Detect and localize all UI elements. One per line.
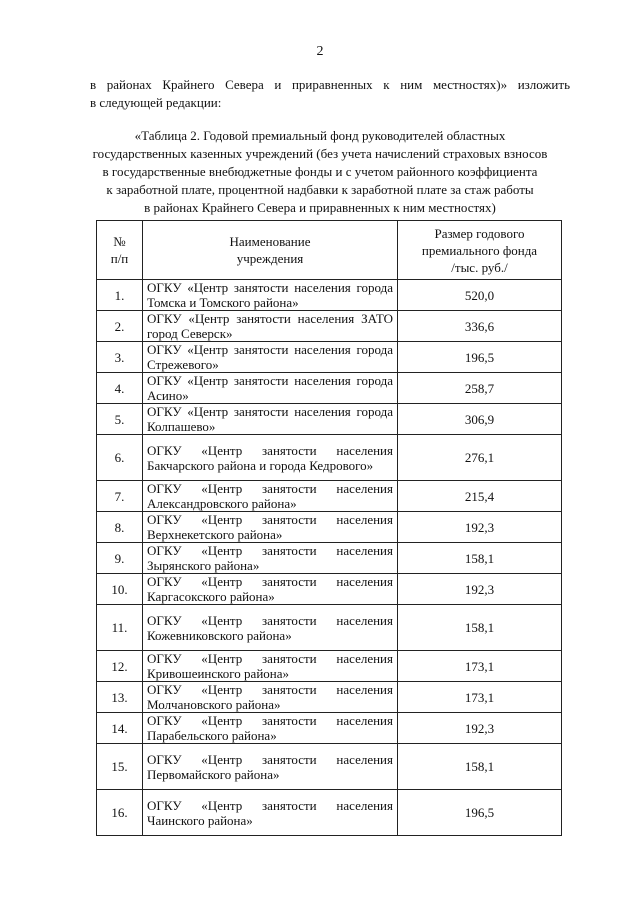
row-number: 4. [97, 373, 143, 404]
institution-name: ОГКУ «Центр занятости населения города Томска и Томского района» [143, 280, 398, 311]
header-line: Размер годового [434, 225, 525, 241]
page-number: 2 [316, 44, 324, 59]
institution-name: ОГКУ «Центр занятости населения Бакчарского района и города Кедрового» [143, 435, 398, 481]
fund-value: 306,9 [398, 404, 562, 435]
header-line: учреждения [236, 251, 304, 266]
table-row [97, 543, 562, 574]
header-line: п/п [110, 251, 129, 266]
table-row [97, 574, 562, 605]
fund-value: 173,1 [398, 651, 562, 682]
row-number: 8. [97, 512, 143, 543]
caption-line: «Таблица 2. Годовой премиальный фонд руководителей областных [134, 128, 506, 143]
header-line: премиального фонда [421, 242, 538, 258]
institution-name: ОГКУ «Центр занятости населения Каргасокского района» [143, 574, 398, 605]
intro-paragraph [90, 76, 570, 112]
institution-name: ОГКУ «Центр занятости населения Молчановского района» [143, 682, 398, 713]
table-row [97, 790, 562, 836]
caption-line: государственных казенных учреждений (без учета начислений страховых взносов [92, 146, 548, 161]
table-row [97, 481, 562, 512]
row-number: 14. [97, 713, 143, 744]
fund-value: 196,5 [398, 790, 562, 836]
institution-name: ОГКУ «Центр занятости населения города Асино» [143, 373, 398, 404]
row-number: 5. [97, 404, 143, 435]
table-row [97, 404, 562, 435]
header-line: № [113, 234, 126, 249]
header-num [97, 221, 143, 280]
fund-value: 192,3 [398, 574, 562, 605]
fund-value: 276,1 [398, 435, 562, 481]
table-row [97, 682, 562, 713]
table-caption [80, 127, 560, 217]
caption-line: в государственные внебюджетные фонды и с учетом районного коэффициента [102, 164, 538, 179]
row-number: 2. [97, 311, 143, 342]
institution-name: ОГКУ «Центр занятости населения Первомайского района» [143, 744, 398, 790]
institution-name: ОГКУ «Центр занятости населения ЗАТО город Северск» [143, 311, 398, 342]
fund-value: 336,6 [398, 311, 562, 342]
row-number: 11. [97, 605, 143, 651]
header-name [143, 221, 398, 280]
institution-name: ОГКУ «Центр занятости населения Чаинского района» [143, 790, 398, 836]
institution-name: ОГКУ «Центр занятости населения Верхнекетского района» [143, 512, 398, 543]
fund-value: 173,1 [398, 682, 562, 713]
row-number: 7. [97, 481, 143, 512]
fund-value: 520,0 [398, 280, 562, 311]
table-row [97, 605, 562, 651]
institution-name: ОГКУ «Центр занятости населения города Колпашево» [143, 404, 398, 435]
institution-name: ОГКУ «Центр занятости населения Зырянского района» [143, 543, 398, 574]
fund-value: 196,5 [398, 342, 562, 373]
row-number: 10. [97, 574, 143, 605]
fund-value: 192,3 [398, 713, 562, 744]
caption-line: в районах Крайнего Севера и приравненных к ним местностях) [144, 200, 496, 215]
row-number: 6. [97, 435, 143, 481]
institution-name: ОГКУ «Центр занятости населения Кривошеинского района» [143, 651, 398, 682]
row-number: 3. [97, 342, 143, 373]
fund-value: 215,4 [398, 481, 562, 512]
premium-fund-table [96, 220, 562, 836]
fund-value: 258,7 [398, 373, 562, 404]
caption-line: к заработной плате, процентной надбавки к заработной плате за стаж работы [106, 182, 534, 197]
table-row [97, 435, 562, 481]
row-number: 9. [97, 543, 143, 574]
institution-name: ОГКУ «Центр занятости населения города Стрежевого» [143, 342, 398, 373]
fund-value: 192,3 [398, 512, 562, 543]
row-number: 15. [97, 744, 143, 790]
header-value [398, 221, 562, 280]
fund-value: 158,1 [398, 543, 562, 574]
row-number: 16. [97, 790, 143, 836]
table-row [97, 713, 562, 744]
table-row [97, 744, 562, 790]
institution-name: ОГКУ «Центр занятости населения Кожевниковского района» [143, 605, 398, 651]
institution-name: ОГКУ «Центр занятости населения Парабельского района» [143, 713, 398, 744]
table-row [97, 311, 562, 342]
table-row [97, 373, 562, 404]
table-header-row [97, 221, 562, 280]
fund-value: 158,1 [398, 744, 562, 790]
table-row [97, 280, 562, 311]
table-row [97, 651, 562, 682]
row-number: 13. [97, 682, 143, 713]
fund-value: 158,1 [398, 605, 562, 651]
intro-line: в следующей редакции: [90, 95, 222, 110]
intro-line: в районах Крайнего Севера и приравненных к ним местностях)» изложить [90, 77, 570, 92]
row-number: 12. [97, 651, 143, 682]
institution-name: ОГКУ «Центр занятости населения Александровского района» [143, 481, 398, 512]
row-number: 1. [97, 280, 143, 311]
table-row [97, 512, 562, 543]
header-line: Наименование [229, 234, 311, 249]
table-row [97, 342, 562, 373]
header-line: /тыс. руб./ [451, 259, 508, 275]
